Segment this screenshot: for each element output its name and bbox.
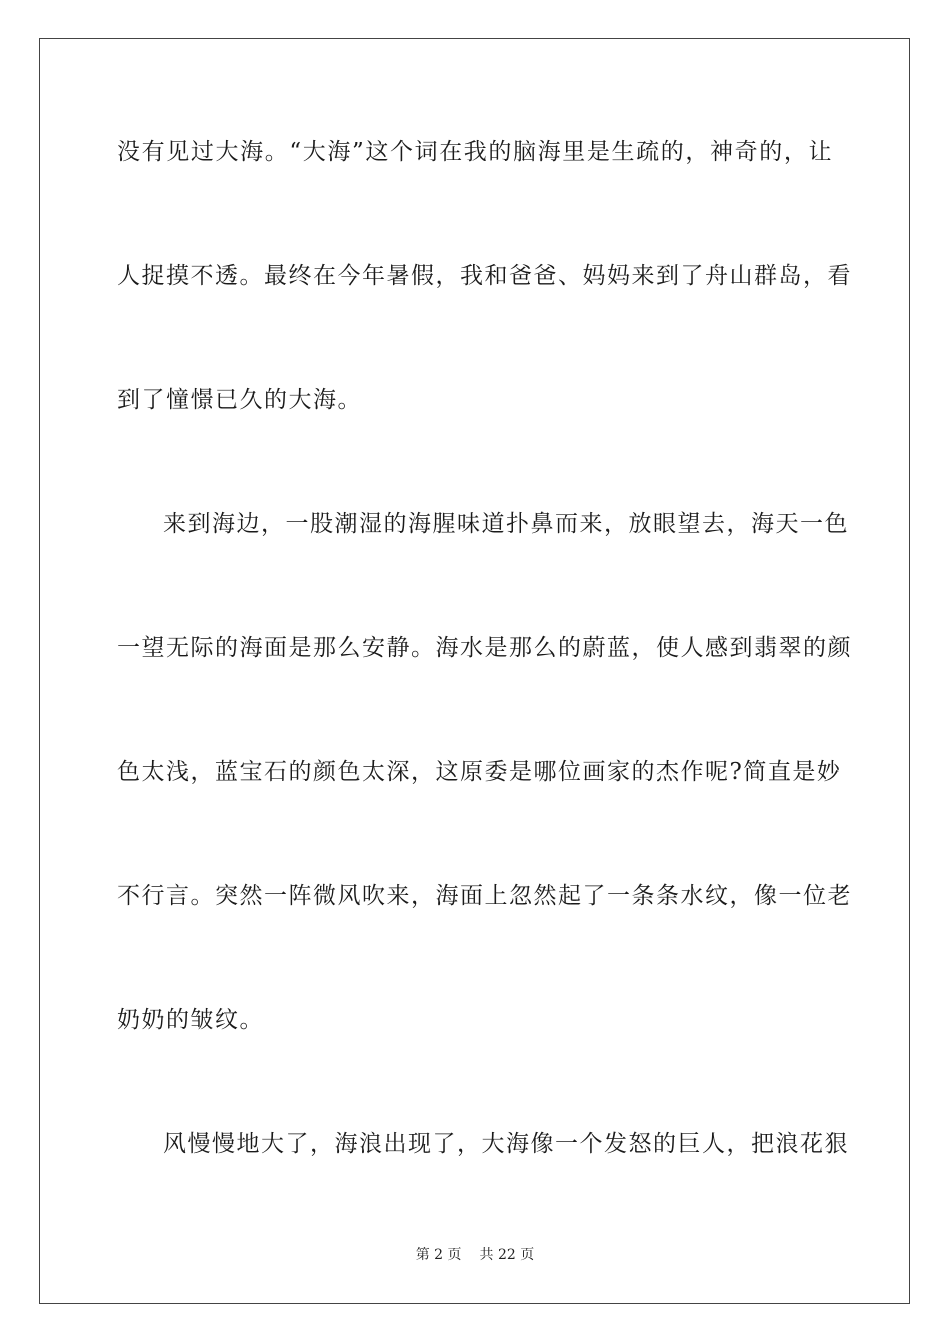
paragraph-first-line: 来到海边，一股潮湿的海腥味道扑鼻而来，放眼望去，海天一色 xyxy=(163,511,849,537)
text-line: 色太浅，蓝宝石的颜色太深，这原委是哪位画家的杰作呢?简直是妙 xyxy=(117,759,842,785)
page-total: 共 22 页 xyxy=(479,1247,535,1263)
page-footer xyxy=(0,1246,950,1264)
text-line: 到了憧憬已久的大海。 xyxy=(117,387,362,413)
text-line: 不行言。突然一阵微风吹来，海面上忽然起了一条条水纹，像一位老 xyxy=(117,883,852,909)
paragraph-first-line: 风慢慢地大了，海浪出现了，大海像一个发怒的巨人，把浪花狠 xyxy=(163,1131,849,1157)
page-frame xyxy=(39,38,910,1304)
text-line: 奶奶的皱纹。 xyxy=(117,1007,264,1033)
text-line: 没有见过大海。“大海”这个词在我的脑海里是生疏的，神奇的，让 xyxy=(117,139,833,165)
page-number: 第 2 页 xyxy=(415,1247,462,1263)
text-line: 一望无际的海面是那么安静。海水是那么的蔚蓝，使人感到翡翠的颜 xyxy=(117,635,852,661)
text-line: 人捉摸不透。最终在今年暑假，我和爸爸、妈妈来到了舟山群岛，看 xyxy=(117,263,852,289)
